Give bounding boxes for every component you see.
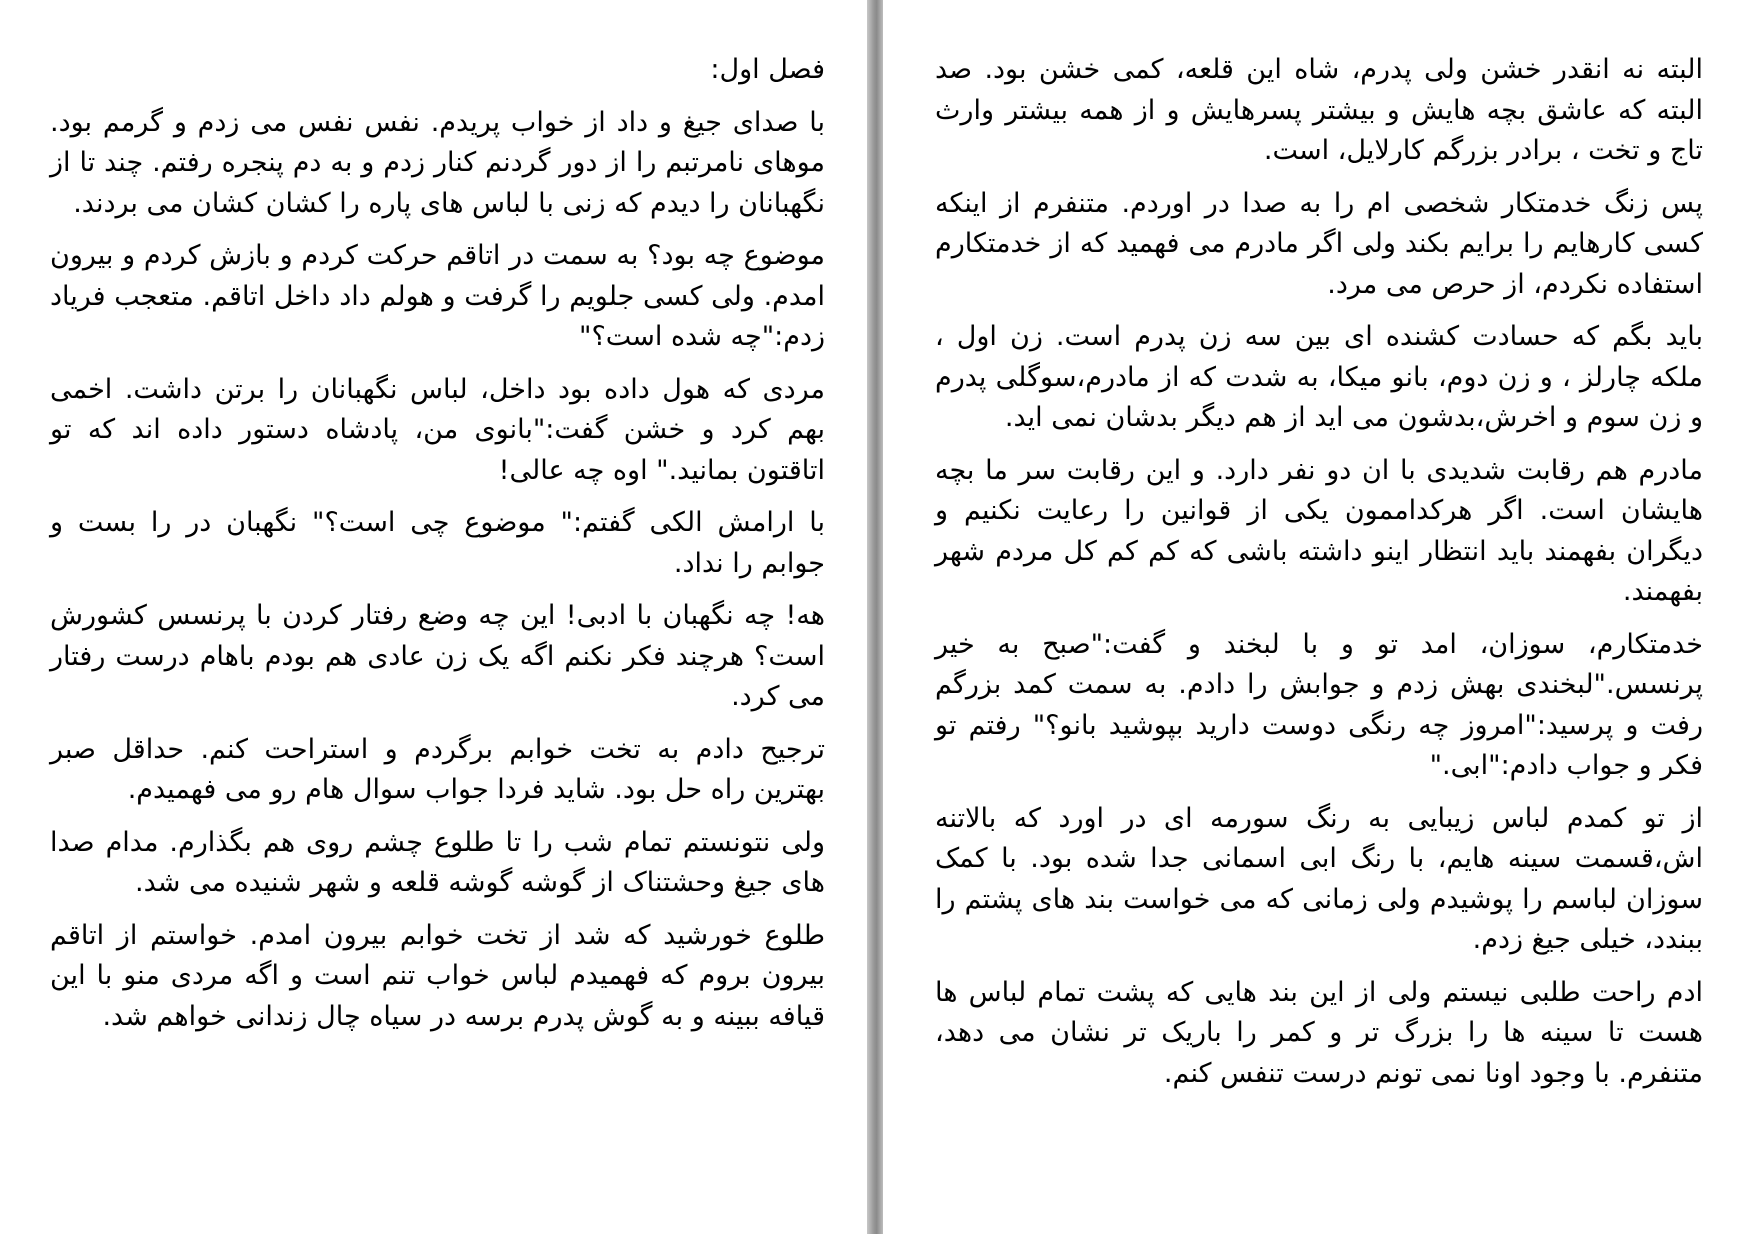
- paragraph: البته نه انقدر خشن ولی پدرم، شاه این قلعه، کمی خشن بود. صد البته که عاشق بچه هایش و بیشتر پسرهایش و از همه بیشتر وارث تاج و تخت ، برادر بزرگم کارلایل، است.: [935, 54, 1703, 166]
- paragraph: از تو کمدم لباس زیبایی به رنگ سورمه ای در اورد که بالاتنه اش،قسمت سینه هایم، با رنگ ابی اسمانی جدا شده بود. با کمک سوزان لباسم را پوشیدم ولی زمانی که می خواست بند های پشتم را ببندد، خیلی جیغ زدم.: [935, 802, 1703, 955]
- page-gutter-divider: [867, 0, 883, 1234]
- chapter-title: فصل اول:: [710, 54, 825, 85]
- paragraph: مردی که هول داده بود داخل، لباس نگهبانان را برتن داشت. اخمی بهم کرد و خشن گفت:"بانوی من، پادشاه دستور داده اند که تو اتاقتون بمانید." اوه چه عالی!: [50, 373, 825, 486]
- paragraph: ولی نتونستم تمام شب را تا طلوع چشم روی هم بگذارم. مدام صدا های جیغ وحشتناک از گوشه گوشه قلعه و شهر شنیده می شد.: [50, 826, 825, 898]
- paragraph: ترجیح دادم به تخت خوابم برگردم و استراحت کنم. حداقل صبر بهترین راه حل بود. شاید فردا جواب سوال هام رو می فهمیدم.: [50, 733, 825, 805]
- paragraph: طلوع خورشید که شد از تخت خوابم بیرون امدم. خواستم از اتاقم بیرون بروم که فهمیدم لباس خواب تنم است و اگه مردی منو با این قیافه ببینه و به گوش پدرم برسه در سیاه چال زندانی خواهم شد.: [50, 919, 825, 1032]
- paragraph: ادم راحت طلبی نیستم ولی از این بند هایی که پشت تمام لباس ها هست تا سینه ها را بزرگ تر و کمر را باریک تر نشان می دهد، متنفرم. با وجود اونا نمی تونم درست تنفس کنم.: [935, 976, 1703, 1089]
- paragraph: خدمتکارم، سوزان، امد تو و با لبخند و گفت:"صبح به خیر پرنسس."لبخندی بهش زدم و جوابش را دادم. به سمت کمد بزرگم رفت و پرسید:"امروز چه رنگی دوست دارید بپوشید بانو؟" رفتم تو فکر و جواب دادم:"ابی.": [935, 628, 1703, 781]
- left-page: [0, 0, 867, 1234]
- paragraph: با صدای جیغ و داد از خواب پریدم. نفس نفس می زدم و گرمم بود. موهای نامرتبم را از دور گردنم کنار زدم و به دم پنجره رفتم. چند تا از نگهبانان را دیدم که زنی با لباس های پاره را کشان کشان می بردند.: [50, 106, 825, 219]
- left-page-text: [50, 50, 825, 1037]
- paragraph: موضوع چه بود؟ به سمت در اتاقم حرکت کردم و بازش کردم و بیرون امدم. ولی کسی جلویم را گرفت و هولم داد داخل اتاقم. متعجب فریاد زدم:"چه شده است؟": [50, 240, 825, 352]
- right-page: [883, 0, 1755, 1234]
- paragraph: باید بگم که حسادت کشنده ای بین سه زن پدرم است. زن اول ، ملکه چارلز ، و زن دوم، بانو میکا، به شدت که از مادرم،سوگلی پدرم و زن سوم و اخرش،بدشون می اید از هم دیگر بدشان نمی اید.: [935, 321, 1703, 433]
- paragraph: پس زنگ خدمتکار شخصی ام را به صدا در اوردم. متنفرم از اینکه کسی کارهایم را برایم بکند ولی اگر مادرم می فهمید که از خدمتکارم استفاده نکردم، از حرص می مرد.: [935, 187, 1703, 300]
- paragraph: هه! چه نگهبان با ادبی! این چه وضع رفتار کردن با پرنسس کشورش است؟ هرچند فکر نکنم اگه یک زن عادی هم بودم باهام درست رفتار می کرد.: [50, 600, 825, 712]
- paragraph: با ارامش الکی گفتم:" موضوع چی است؟" نگهبان در را بست و جوابم را نداد.: [50, 507, 825, 579]
- paragraph: مادرم هم رقابت شدیدی با ان دو نفر دارد. و این رقابت سر ما بچه هایشان است. اگر هرکداممون یکی از قوانین را رعایت نکنیم و دیگران بفهمند باید انتظار اینو داشته باشی که کم کم کل مردم شهر بفهمند.: [935, 454, 1703, 607]
- right-page-text: [935, 50, 1703, 1094]
